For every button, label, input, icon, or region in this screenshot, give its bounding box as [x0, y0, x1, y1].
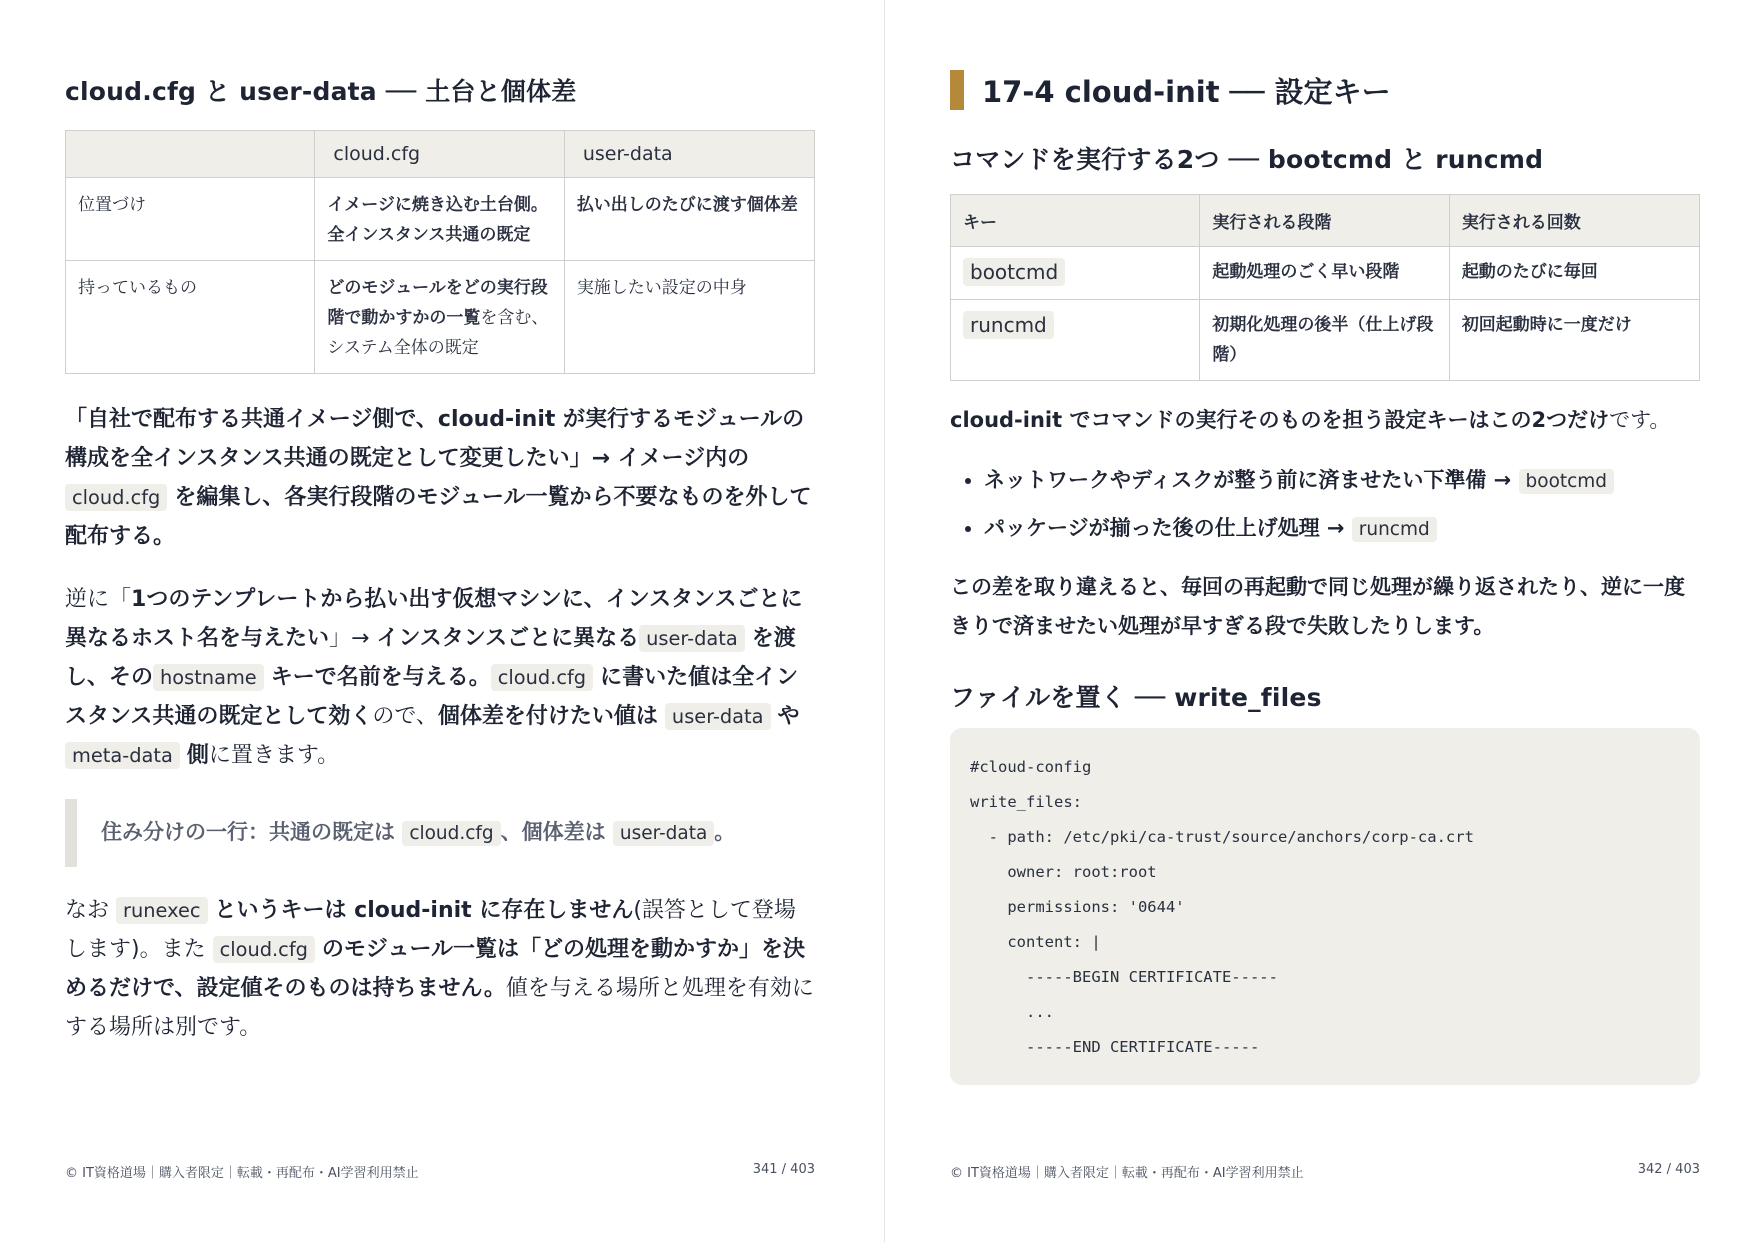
- inline-code: runcmd: [963, 311, 1054, 339]
- table-header-row: [951, 195, 1700, 247]
- code-line: ...: [970, 1003, 1054, 1021]
- table-header-cell: 実行される回数: [1449, 195, 1699, 247]
- table-cell: 払い出しのたびに渡す個体差: [564, 178, 814, 261]
- inline-code: runcmd: [1352, 517, 1437, 542]
- code-line: write_files:: [970, 793, 1082, 811]
- table-cell: 起動処理のごく早い段階: [1200, 247, 1449, 300]
- left-heading: cloud.cfg と user-data ── 土台と個体差: [65, 77, 577, 106]
- table-cell: 起動のたびに毎回: [1449, 247, 1699, 300]
- inline-code: bootcmd: [1519, 469, 1614, 494]
- list-item: [984, 458, 1700, 504]
- text-span: ネットワークやディスクが整う前に済ませたい下準備 →: [984, 468, 1519, 492]
- text-span: 、個体差は: [500, 820, 606, 844]
- inline-code: user-data: [665, 703, 771, 730]
- inline-code: runexec: [116, 897, 208, 924]
- text-span: 「自社で配布する共通イメージ側で、cloud-init が実行するモジュールの構成を全インスタンス共通の既定として変更したい」→ イメージ内の: [65, 407, 805, 471]
- text-span: や: [777, 704, 800, 729]
- right-page-content: [950, 70, 1700, 1085]
- section-heading: 17-4 cloud-init ── 設定キー: [982, 74, 1391, 109]
- section-accent-bar: [950, 70, 964, 110]
- code-line: content: |: [970, 933, 1101, 951]
- list-item: [984, 506, 1700, 552]
- subheading-write-files: ファイルを置く ── write_files: [950, 683, 1322, 712]
- inline-code: meta-data: [65, 742, 180, 769]
- text-span: です。: [1609, 408, 1671, 432]
- table-header-row: [66, 131, 815, 178]
- section-title: [950, 70, 1700, 110]
- text-span: なお: [65, 898, 110, 923]
- text-span: に書いた値は全インスタンス共通の既定として効く: [65, 665, 799, 729]
- text-span: パッケージが揃った後の仕上げ処理 →: [984, 516, 1352, 540]
- paragraph-keys: [950, 401, 1700, 440]
- inline-code: hostname: [153, 664, 264, 691]
- inline-code: cloud.cfg: [491, 664, 593, 691]
- text-span: を編集し、各実行段階のモジュール一覧から不要なものを外して配布する。: [65, 485, 812, 549]
- page-number: 342 / 403: [1637, 1162, 1700, 1177]
- text-span: 逆に「: [65, 587, 132, 612]
- table-cell: 初回起動時に一度だけ: [1449, 300, 1699, 381]
- code-line: owner: root:root: [970, 863, 1157, 881]
- table-row: [66, 261, 815, 374]
- table-cell: イメージに焼き込む土台側。全インスタンス共通の既定: [315, 178, 564, 261]
- table-cell: [951, 247, 1200, 300]
- table-cell: 位置づけ: [66, 178, 315, 261]
- text-span: 1つのテンプレートから払い出す仮想マシンに、インスタンスごとに異なるホスト名を与えたい: [65, 587, 803, 651]
- bullet-list: [950, 458, 1700, 552]
- inline-code: user-data: [639, 625, 745, 652]
- inline-code: cloud.cfg: [213, 936, 315, 963]
- table-cell: 実施したい設定の中身: [564, 261, 814, 374]
- code-block: [950, 728, 1700, 1085]
- paragraph-1: [65, 400, 815, 556]
- table-header-cell: 実行される段階: [1200, 195, 1449, 247]
- subheading-commands: コマンドを実行する2つ ── bootcmd と runcmd: [950, 145, 1544, 174]
- right-page: [885, 0, 1756, 1242]
- table-cell: [951, 300, 1200, 381]
- comparison-table: [65, 130, 815, 374]
- left-footer: [65, 1162, 815, 1181]
- code-line: -----END CERTIFICATE-----: [970, 1038, 1260, 1056]
- text-span: に置きます。: [208, 743, 340, 768]
- paragraph-3: [65, 891, 815, 1047]
- text-span: 値を与える場所と処理を有効にする場所は別です。: [65, 976, 814, 1040]
- text-span: というキーは cloud-init に存在しません: [214, 898, 634, 923]
- text-span: を渡し、その: [65, 626, 796, 690]
- text-span: cloud-init でコマンドの実行そのものを担う設定キーはこの2つだけ: [950, 408, 1610, 432]
- table-cell: 初期化処理の後半（仕上げ段階）: [1200, 300, 1449, 381]
- table-row: [951, 300, 1700, 381]
- right-footer: [950, 1162, 1700, 1181]
- code-line: permissions: '0644': [970, 898, 1185, 916]
- text-span: ので、: [372, 704, 438, 729]
- table-header-cell: user-data: [564, 131, 814, 178]
- table-row: [66, 178, 815, 261]
- page-number: 341 / 403: [752, 1162, 815, 1177]
- table-cell: [315, 261, 564, 374]
- table-header-cell: [66, 131, 315, 178]
- inline-code: cloud.cfg: [402, 821, 500, 846]
- copyright-notice: © IT資格道場｜購入者限定｜転載・再配布・AI学習利用禁止: [65, 1166, 419, 1181]
- text-span: インスタンスごとに異なる: [376, 626, 640, 651]
- code-line: #cloud-config: [970, 758, 1092, 776]
- table-cell: 持っているもの: [66, 261, 315, 374]
- inline-code: bootcmd: [963, 258, 1065, 286]
- text-span: 」→: [329, 626, 377, 651]
- table-header-cell: キー: [951, 195, 1200, 247]
- text-span: のモジュール一覧は「どの処理を動かすか」を決めるだけで、設定値そのものは持ちません。: [65, 937, 806, 1001]
- text-span: 側: [186, 743, 209, 768]
- keys-table: [950, 194, 1700, 381]
- table-cell-bold: どのモジュールをどの実行段階で動かすかの一覧: [327, 278, 548, 328]
- table-row: [951, 247, 1700, 300]
- text-span: 住み分けの一行：共通の既定は: [101, 820, 395, 844]
- callout-box: [65, 799, 815, 867]
- code-line: -----BEGIN CERTIFICATE-----: [970, 968, 1278, 986]
- table-cell-rest: を含む、システム全体の既定: [327, 308, 549, 358]
- code-line: - path: /etc/pki/ca-trust/source/anchors/corp-ca.crt: [970, 828, 1474, 846]
- text-span: (誤答として登場します)。また: [65, 898, 796, 962]
- text-span: キーで名前を与える。: [270, 665, 491, 690]
- text-span: 。: [714, 820, 736, 844]
- table-header-cell: cloud.cfg: [315, 131, 564, 178]
- text-span: 個体差を付けたい値は: [437, 704, 658, 729]
- left-page-content: [65, 72, 815, 1047]
- paragraph-2: [65, 580, 815, 775]
- paragraph-warning: この差を取り違えると、毎回の再起動で同じ処理が繰り返されたり、逆に一度きりで済ませたい処理が早すぎる段で失敗したりします。: [950, 575, 1685, 638]
- inline-code: cloud.cfg: [65, 484, 167, 511]
- copyright-notice: © IT資格道場｜購入者限定｜転載・再配布・AI学習利用禁止: [950, 1166, 1304, 1181]
- inline-code: user-data: [613, 821, 714, 846]
